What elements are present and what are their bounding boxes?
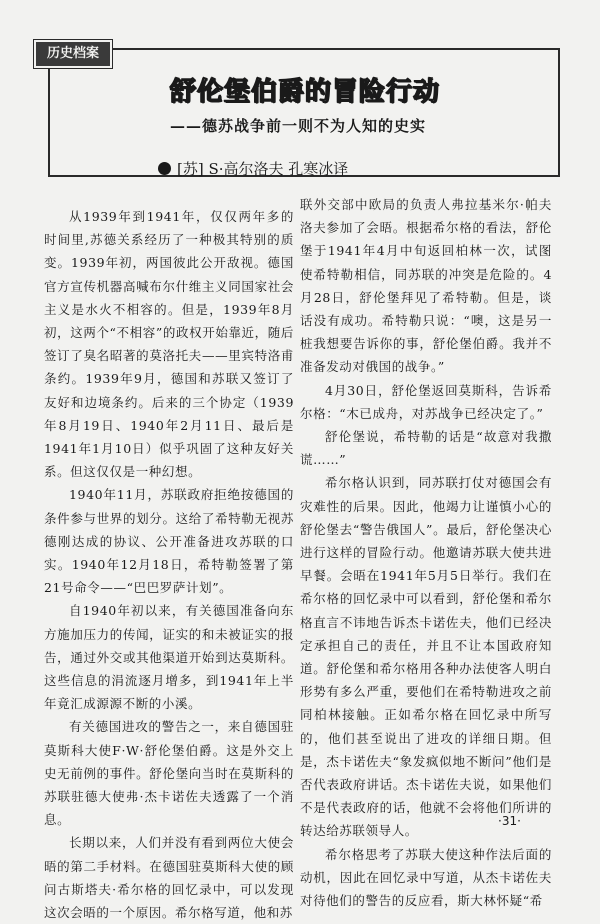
- paragraph: 从1939年到1941年，仅仅两年多的时间里,苏德关系经历了一种极其特别的质变。1939年初，两国彼此公开敌视。德国官方宣传机器高喊布尔什维主义同国家社会主义是水火不相容的。但是，1939年8月初，这两个“不相容”的政权开始靠近，随后签订了臭名昭著的莫洛托夫——里宾特洛甫条约。1939年9月，德国和苏联又签订了友好和边境条约。后来的三个协定（1939年8月19日、1940年2月11日、最后是1941年1月10日）似乎巩固了这种友好关系。但这仅仅是一种幻想。: [44, 209, 294, 480]
- article-title: 舒伦堡伯爵的冒险行动: [170, 77, 441, 107]
- paragraph: 长期以来，人们并没有看到两位大使会晤的第二手材料。在德国驻莫斯科大使的顾问古斯塔夫·希尔格的回忆录中，可以发现这次会晤的一个原因。希尔格写道，他和苏: [44, 835, 294, 921]
- section-tag: 历史档案: [34, 40, 112, 68]
- right-column: [300, 193, 552, 912]
- page-number: ·31·: [498, 814, 521, 828]
- paragraph: 1940年11月，苏联政府拒绝按德国的条件参与世界的划分。这给了希特勒无视苏德刚达成的协议、公开准备进攻苏联的口实。1940年12月18日，希特勒签署了第21号命令——“巴巴罗萨计划”。: [44, 487, 294, 596]
- byline-text: [苏] S·高尔洛夫 孔寒冰译: [177, 160, 349, 178]
- paragraph: 有关德国进攻的警告之一，来自德国驻莫斯科大使F·W·舒伦堡伯爵。这是外交上史无前例的事件。舒伦堡向当时在莫斯科的苏联驻德大使弗·杰卡诺佐夫透露了一个消息。: [44, 719, 294, 828]
- paragraph: 希尔格思考了苏联大使这种作法后面的动机，因此在回忆录中写道，从杰卡诺佐夫对待他们的警告的反应看，斯大林怀疑“希: [300, 846, 552, 909]
- paragraph: 希尔格认识到，同苏联打仗对德国会有灾难性的后果。因此，他竭力让谨慎小心的舒伦堡去“警告俄国人”。最后，舒伦堡决心进行这样的冒险行动。他邀请苏联大使共进早餐。会晤在1941年5月5日举行。我们在希尔格的回忆录中可以看到，舒伦堡和希尔格直言不讳地告诉杰卡诺佐夫，他们已经决定承担自己的责任，并且不让本国政府知道。舒伦堡和希尔格用各种办法使客人明白形势有多么严重，要他们在希特勒进攻之前同柏林接触。正如希尔格在回忆录中所写的，他们甚至说出了进攻的详细日期。但是，杰卡诺佐夫“象发疯似地不断问”他们是否代表政府讲话。杰卡诺佐夫说，如果他们不是代表政府的话，他就不会将他们所讲的转达给苏联领导人。: [300, 475, 552, 839]
- article-subtitle: ——德苏战争前一则不为人知的史实: [170, 117, 427, 135]
- bullet-dot-icon: [158, 162, 171, 175]
- paragraph: 舒伦堡说，希特勒的话是“故意对我撒谎……”: [300, 429, 552, 468]
- paragraph: 自1940年初以来，有关德国准备向东方施加压力的传闻，证实的和未被证实的报告，通过外交或其他渠道开始到达莫斯科。这些信息的涓流逐月增多，到1941年上半年竟汇成源源不断的小溪。: [44, 603, 294, 712]
- byline: [158, 158, 478, 180]
- left-column: [44, 205, 294, 924]
- paragraph: 联外交部中欧局的负责人弗拉基米尔·帕夫洛夫参加了会晤。根据希尔格的看法，舒伦堡于1941年4月中旬返回柏林一次，试图使希特勒相信，同苏联的冲突是危险的。4月28日，舒伦堡拜见了希特勒。但是，谈话没有成功。希特勒只说：“噢，这是另一桩我想要告诉你的事，舒伦堡伯爵。我并不准备发动对俄国的战争。”: [300, 197, 552, 375]
- paragraph: 4月30日，舒伦堡返回莫斯科，告诉希尔格：“木已成舟，对苏战争已经决定了。”: [300, 382, 552, 421]
